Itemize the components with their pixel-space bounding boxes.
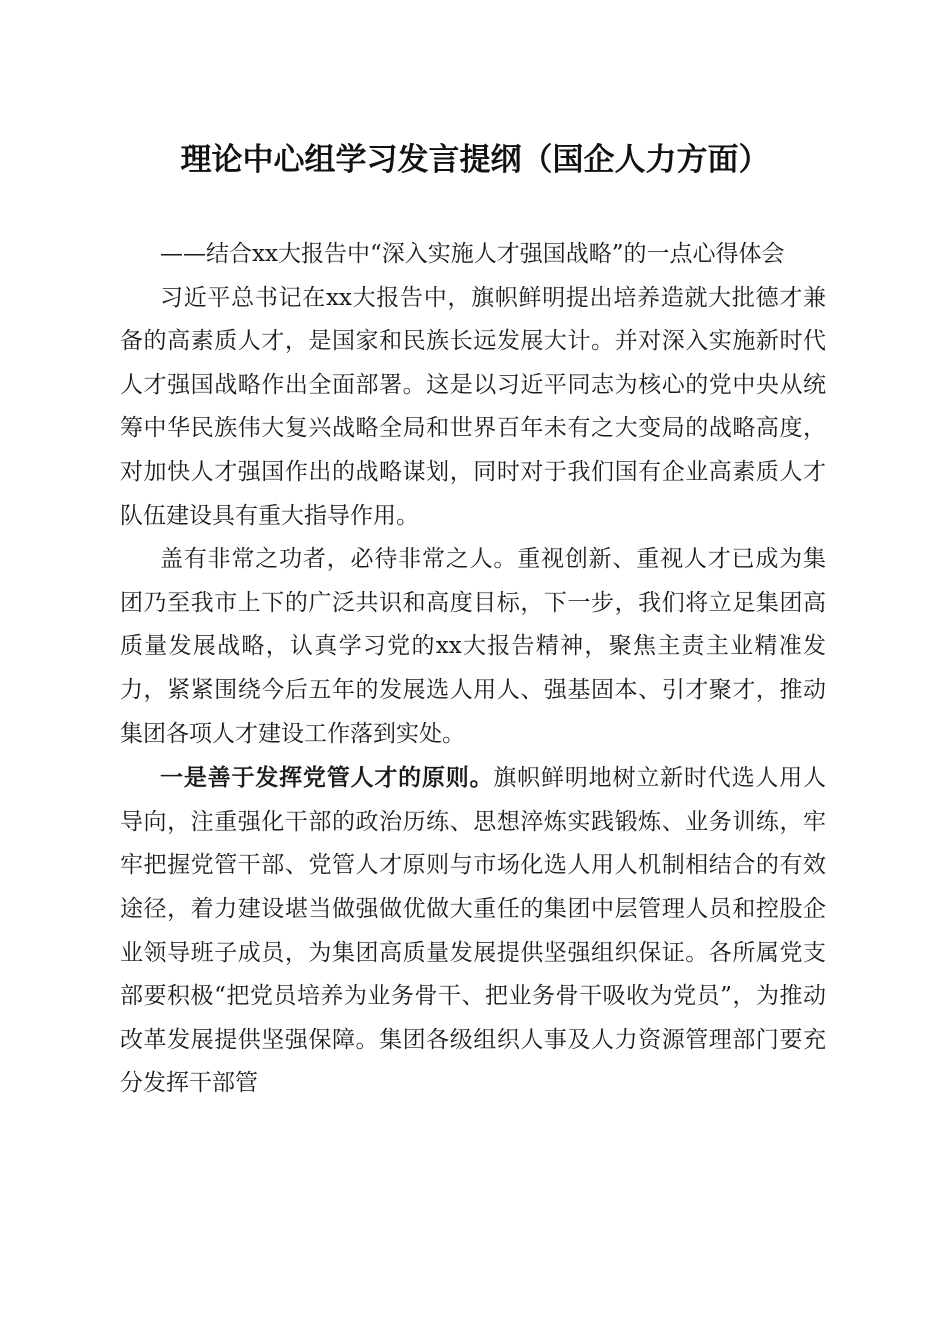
paragraph-2 bbox=[120, 538, 826, 756]
paragraph-text: 盖有非常之功者，必待非常之人。重视创新、重视人才已成为集团乃至我市上下的广泛共识和高度目标，下一步，我们将立足集团高质量发展战略，认真学习党的xx大报告精神，聚焦主责主业精准发力，紧紧围绕今后五年的发展选人用人、强基固本、引才聚才，推动集团各项人才建设工作落到实处。 bbox=[120, 546, 826, 747]
paragraph-3 bbox=[120, 756, 826, 1106]
subtitle-paragraph: ——结合xx大报告中“深入实施人才强国战略”的一点心得体会 bbox=[160, 241, 785, 267]
document-body bbox=[120, 233, 826, 1106]
paragraph-text: 习近平总书记在xx大报告中，旗帜鲜明提出培养造就大批德才兼备的高素质人才，是国家和民族长远发展大计。并对深入实施新时代人才强国战略作出全面部署。这是以习近平同志为核心的党中央从统筹中华民族伟大复兴战略全局和世界百年未有之大变局的战略高度，对加快人才强国作出的战略谋划，同时对于我们国有企业高素质人才队伍建设具有重大指导作用。 bbox=[120, 284, 826, 529]
paragraph-lead-heading: 一是善于发挥党管人才的原则。 bbox=[160, 764, 494, 792]
document-title: 理论中心组学习发言提纲（国企人力方面） bbox=[180, 142, 770, 178]
paragraph-text: 旗帜鲜明地树立新时代选人用人导向，注重强化干部的政治历练、思想淬炼实践锻炼、业务训练，牢牢把握党管干部、党管人才原则与市场化选人用人机制相结合的有效途径，着力建设堪当做强做优做大重任的集团中层管理人员和控股企业领导班子成员，为集团高质量发展提供坚强组织保证。各所属党支部要积极“把党员培养为业务骨干、把业务骨干吸收为党员”，为推动改革发展提供坚强保障。集团各级组织人事及人力资源管理部门要充分发挥干部管 bbox=[120, 765, 827, 1097]
paragraph-1 bbox=[120, 277, 826, 539]
